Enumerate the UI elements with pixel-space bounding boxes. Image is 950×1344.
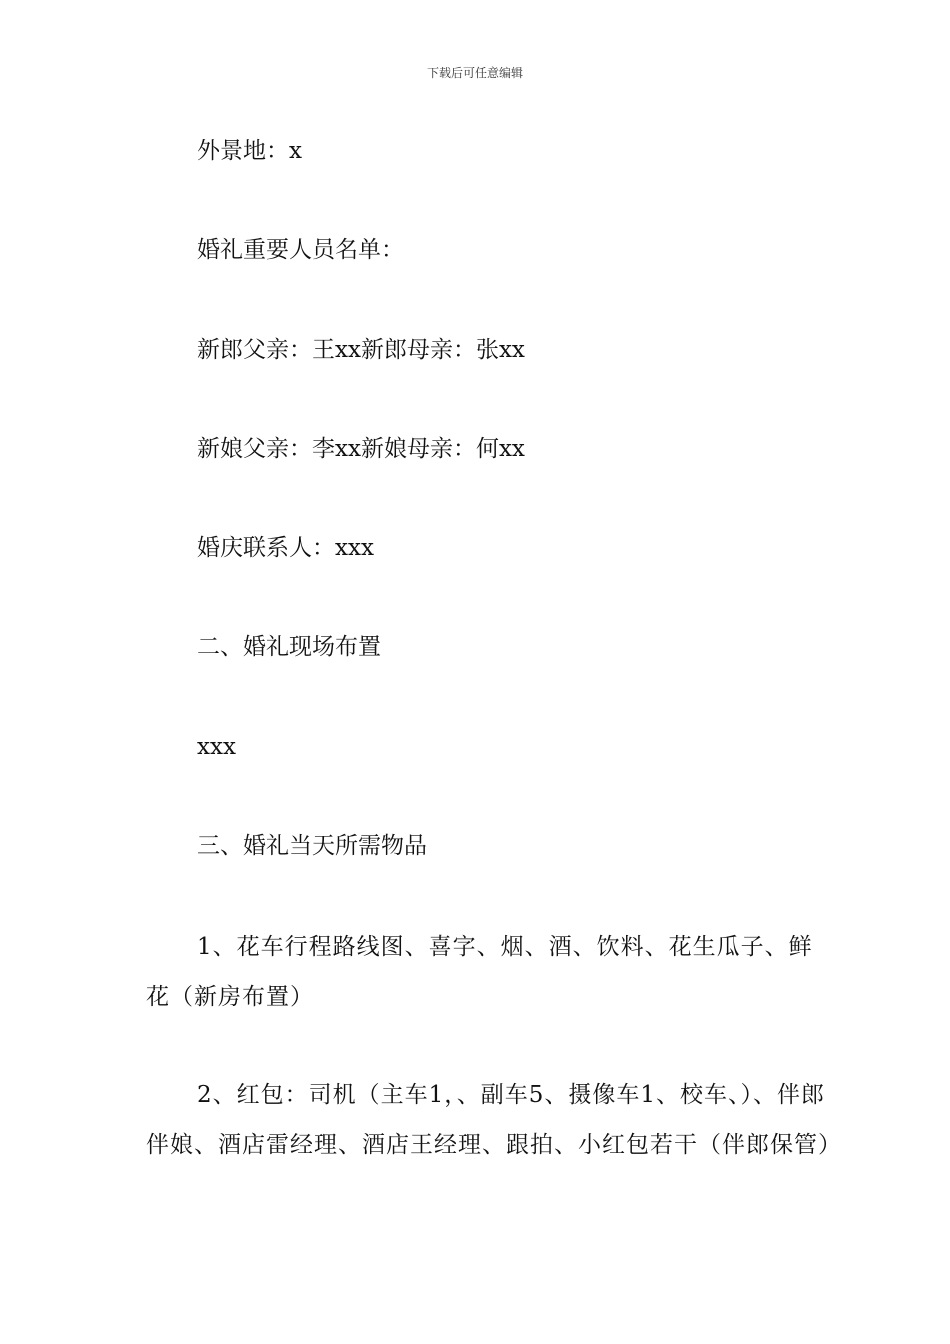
paragraph-wedding-contact: 婚庆联系人：xxx bbox=[197, 535, 374, 561]
page-header: 下载后可任意编辑 bbox=[426, 66, 523, 80]
paragraph-groom-parents: 新郎父亲：王xx新郎母亲：张xx bbox=[197, 337, 525, 363]
list-item-flower-car: 1、花车行程路线图、喜字、烟、酒、饮料、花生瓜子、鲜花（新房布置） bbox=[146, 934, 813, 1010]
paragraph-venue-setup-content: xxx bbox=[197, 734, 236, 760]
paragraph-outdoor-location: 外景地：x bbox=[197, 138, 302, 164]
section-heading-venue-setup: 二、婚礼现场布置 bbox=[197, 634, 381, 660]
list-item-red-envelopes: 2、红包：司机（主车1，、副车5、摄像车1、校车、）、伴郎伴娘、酒店雷经理、酒店王经理、跟拍、小红包若干（伴郎保管） bbox=[146, 1082, 842, 1158]
paragraph-bride-parents: 新娘父亲：李xx新娘母亲：何xx bbox=[197, 436, 525, 462]
paragraph-important-people-heading: 婚礼重要人员名单： bbox=[197, 237, 404, 263]
section-heading-wedding-day-items: 三、婚礼当天所需物品 bbox=[197, 833, 427, 859]
